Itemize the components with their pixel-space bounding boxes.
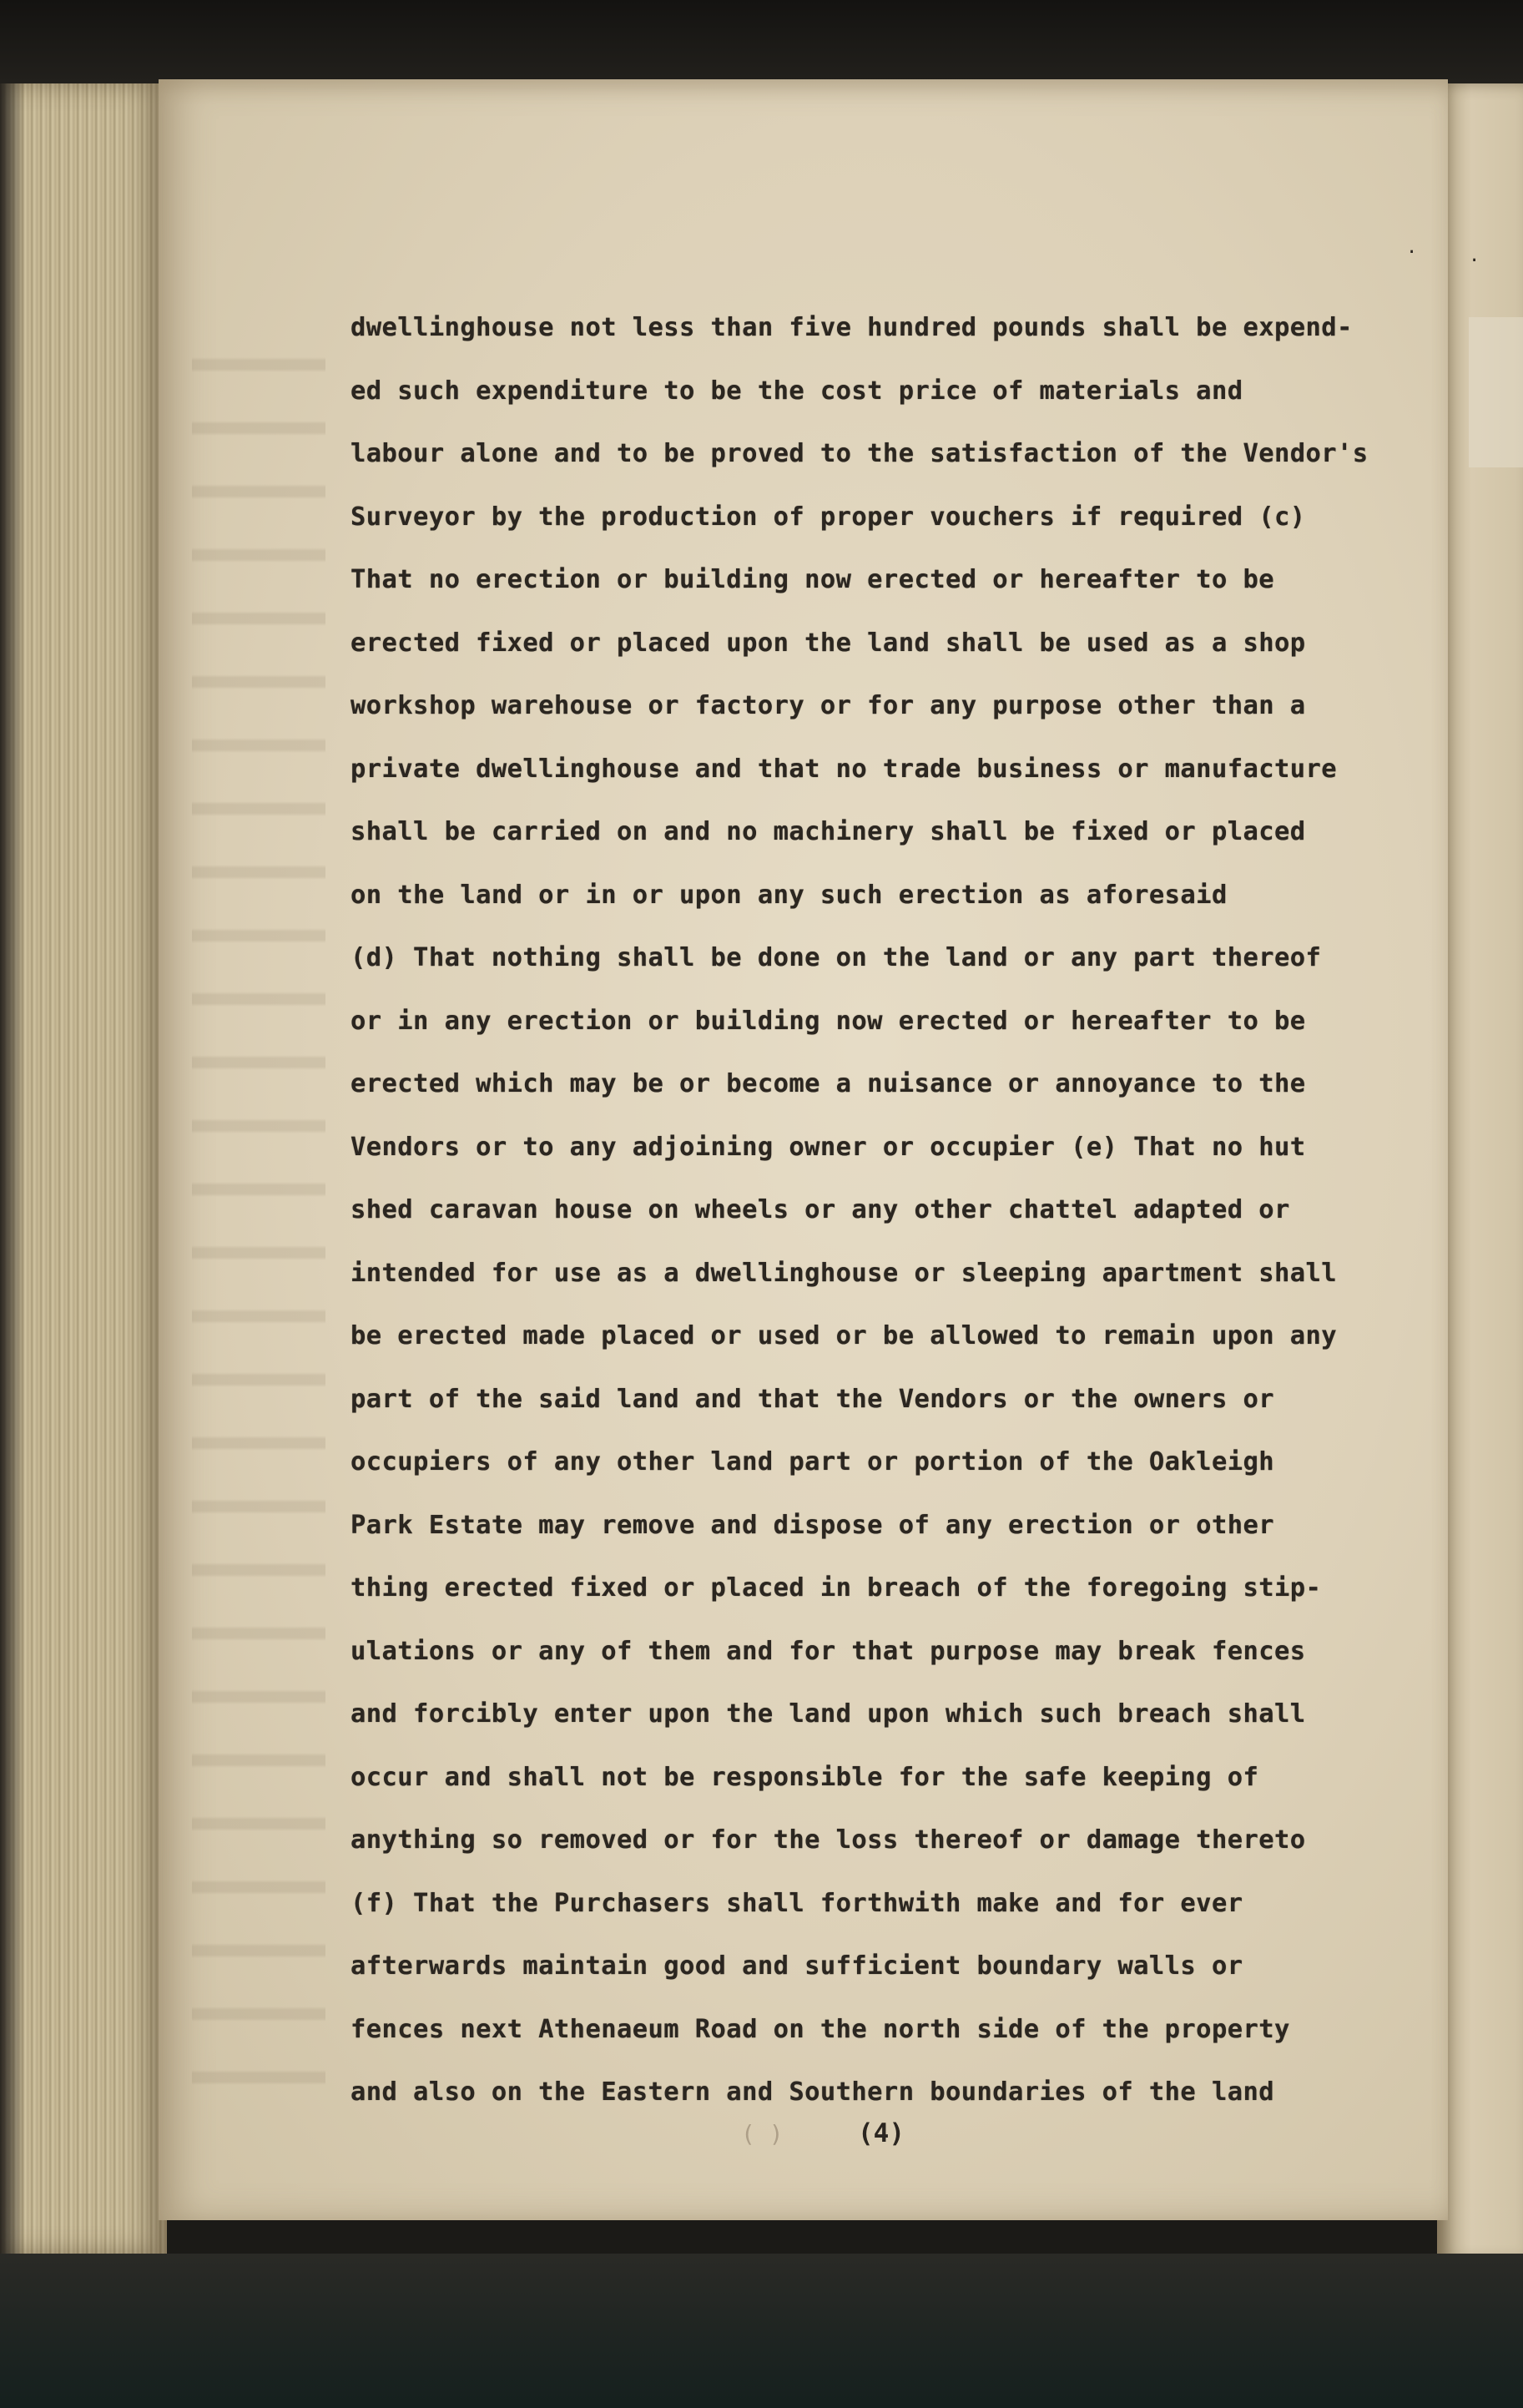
text-line: private dwellinghouse and that no trade business or manufacture — [350, 754, 1338, 784]
text-line: shall be carried on and no machinery shall be fixed or placed — [350, 817, 1306, 846]
text-line: erected which may be or become a nuisance or annoyance to the — [350, 1069, 1306, 1098]
text-line: intended for use as a dwellinghouse or sleeping apartment shall — [350, 1258, 1338, 1288]
text-line: labour alone and to be proved to the satisfaction of the Vendor's — [350, 439, 1369, 468]
text-line: anything so removed or for the loss thereof or damage thereto — [350, 1825, 1306, 1855]
text-line: afterwards maintain good and sufficient boundary walls or — [350, 1951, 1243, 1981]
text-line: and forcibly enter upon the land upon which such breach shall — [350, 1699, 1306, 1729]
text-line: dwellinghouse not less than five hundred pounds shall be expend- — [350, 313, 1353, 342]
text-line: workshop warehouse or factory or for any purpose other than a — [350, 691, 1306, 720]
text-line: thing erected fixed or placed in breach of the foregoing stip- — [350, 1573, 1322, 1603]
text-line: ulations or any of them and for that purpose may break fences — [350, 1636, 1306, 1666]
text-line: fences next Athenaeum Road on the north side of the property — [350, 2014, 1290, 2044]
text-line: erected fixed or placed upon the land shall be used as a shop — [350, 628, 1306, 658]
text-line: be erected made placed or used or be allowed to remain upon any — [350, 1321, 1338, 1350]
book-cover-bottom — [0, 2254, 1523, 2408]
right-page-tab — [1469, 317, 1523, 467]
text-line: Vendors or to any adjoining owner or occupier (e) That no hut — [350, 1132, 1306, 1162]
typed-text-block — [350, 296, 1435, 2124]
text-line: (f) That the Purchasers shall forthwith make and for ever — [350, 1888, 1243, 1918]
text-line: Park Estate may remove and dispose of any erection or other — [350, 1510, 1274, 1540]
text-line: Surveyor by the production of proper vouchers if required (c) — [350, 502, 1306, 532]
text-line: That no erection or building now erected or hereafter to be — [350, 565, 1274, 594]
text-line: shed caravan house on wheels or any other chattel adapted or — [350, 1195, 1290, 1224]
page-mark: · — [1406, 242, 1418, 263]
text-line: and also on the Eastern and Southern boundaries of the land — [350, 2077, 1274, 2107]
text-line: occur and shall not be responsible for the safe keeping of — [350, 1762, 1259, 1792]
page-number: (4) — [858, 2118, 905, 2148]
binding-shadow — [0, 83, 25, 2254]
show-through-margin — [192, 317, 325, 2112]
show-through-mark: ( ) — [741, 2120, 784, 2148]
text-line: occupiers of any other land part or portion of the Oakleigh — [350, 1447, 1274, 1477]
text-line: on the land or in or upon any such erection as aforesaid — [350, 880, 1228, 910]
left-page-edges — [0, 83, 167, 2254]
text-line: ed such expenditure to be the cost price of materials and — [350, 376, 1243, 406]
book-cover-top — [0, 0, 1523, 83]
page-mark: · — [1469, 250, 1480, 271]
text-line: (d) That nothing shall be done on the land or any part thereof — [350, 943, 1322, 972]
text-line: or in any erection or building now erected or hereafter to be — [350, 1006, 1306, 1036]
text-line: part of the said land and that the Vendors or the owners or — [350, 1384, 1274, 1414]
